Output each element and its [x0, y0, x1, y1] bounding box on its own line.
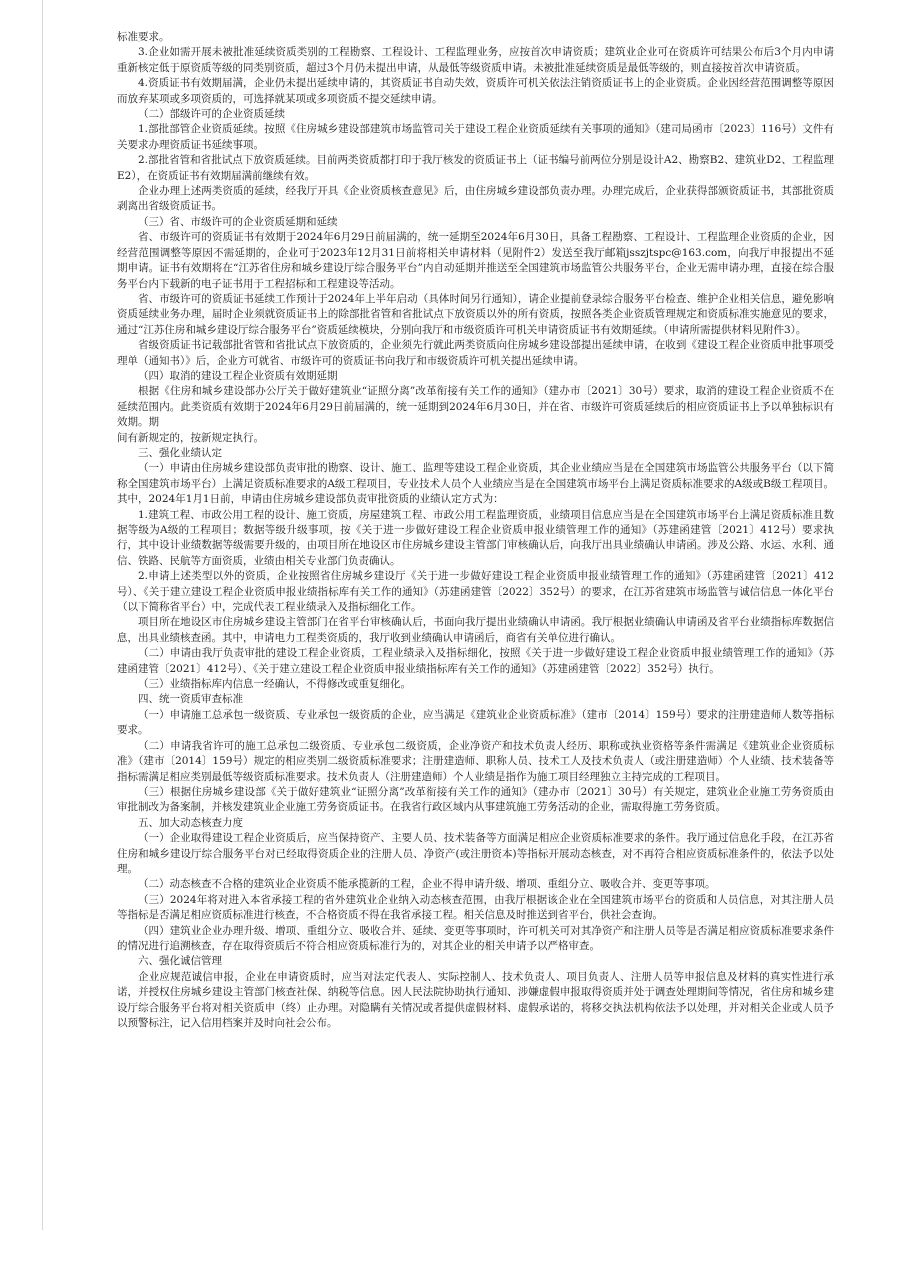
section-heading: 五、加大动态核查力度: [138, 816, 243, 829]
section-heading: 六、强化诚信管理: [138, 955, 222, 968]
body-paragraph: 项目所在地设区市住房城乡建设主管部门在省平台审核确认后，书面向我厅提出业绩确认申请函。我厅根据业绩确认申请函及省平台业绩指标库数据信息，出具业绩核查函。其中，申请电力工程类资质的，我厅收到业绩确认申请函后，商省有关单位进行确认。: [117, 616, 834, 644]
body-paragraph: 企业应规范诚信申报，企业在申请资质时，应当对法定代表人、实际控制人、技术负责人、项目负责人、注册人员等申报信息及材料的真实性进行承诺，并授权住房城乡建设主管部门核查社保、纳税等信息。因人民法院协助执行通知、涉嫌虚假申报取得资质并处于调查处理期间等情况，省住房和城乡建设厅综合服务平台将对相关资质申（终）止办理。对隐瞒有关情况或者提供虚假材料、虚假承诺的，将移交执法机构依法予以处理，并对相关企业或人员予以预警标注，记入信用档案并及时向社会公布。: [117, 970, 834, 1029]
body-paragraph: 1.部批部管企业资质延续。按照《住房城乡建设部建筑市场监管司关于建设工程企业资质延续有关事项的通知》（建司局函市〔2023〕116号）文件有关要求办理资质证书延续事项。: [117, 123, 834, 151]
section-heading: 四、统一资质审查标准: [138, 693, 243, 706]
margin-divider: [42, 0, 43, 1230]
body-paragraph: （一）企业取得建设工程企业资质后，应当保持资产、主要人员、技术装备等方面满足相应企业资质标准要求的条件。我厅通过信息化手段，在江苏省住房和城乡建设厅综合服务平台对已经取得资质企业的注册人员、净资产(或注册资本)等指标开展动态核查，对不再符合相应资质标准条件的，依法予以处理。: [117, 832, 834, 875]
body-paragraph: 企业办理上述两类资质的延续，经我厅开具《企业资质核查意见》后，由住房城乡建设部负责办理。办理完成后，企业获得部颁资质证书，其部批资质剥离出省级资质证书。: [117, 185, 834, 213]
section-heading: （三）省、市级许可的企业资质延期和延续: [138, 215, 338, 228]
body-paragraph: 省级资质证书记载部批省管和省批试点下放资质的，企业须先行就此两类资质向住房城乡建设部提出延续申请，在收到《建设工程企业资质申批事项受理单（通知书）》后，企业方可就省、市级许可的资质证书向我厅和市级资质许可机关提出延续申请。: [117, 339, 834, 367]
body-paragraph: 间有新规定的，按新规定执行。: [117, 431, 264, 444]
body-paragraph: （二）动态核查不合格的建筑业企业资质不能承揽新的工程，企业不得申请升级、增项、重组分立、吸收合并、变更等事项。: [138, 878, 716, 891]
body-paragraph: （二）申请我省许可的施工总承包二级资质、专业承包二级资质，企业净资产和技术负责人经历、职称或执业资格等条件需满足《建筑业企业资质标准》（建市〔2014〕159号）规定的相应类别二级资质标准要求；注册建造师、职称人员、技术工人及技术负责人（或注册建造师）个人业绩、技术装备等指标需满足相应类别最低等级资质标准要求。技术负责人（注册建造师）个人业绩是指作为施工项目经理独立主持完成的工程项目。: [117, 739, 834, 783]
body-paragraph: （二）申请由我厅负责审批的建设工程企业资质，工程业绩录入及指标细化，按照《关于进一步做好建设工程企业资质申报业绩管理工作的通知》（苏建函建管〔2021〕412号）、《关于建立建设工程企业资质申报业绩指标库有关工作的通知》（苏建函建管〔2022〕352号）执行。: [117, 647, 834, 675]
body-paragraph: 4.资质证书有效期届满，企业仍未提出延续申请的，其资质证书自动失效，资质许可机关依法注销资质证书上的企业资质。企业因经营范围调整等原因而放弃某项或多项资质的，可选择就某项或多项资质不提交延续申请。: [117, 77, 834, 105]
body-paragraph: （三）业绩指标库内信息一经确认，不得修改或重复细化。: [138, 678, 411, 691]
body-paragraph: 省、市级许可的资质证书有效期于2024年6月29日前届满的，统一延期至2024年6月30日，具备工程勘察、工程设计、工程监理企业资质的企业，因经营范围调整等原因不需延期的，企业可于2023年12月31日前将相关申请材料（见附件2）发送至我厅邮箱jsszjtspc@163.com，向我厅申报提出不延期申请。证书有效期将在“江苏省住房和城乡建设厅综合服务平台”内自动延期并推送至全国建筑市场监管公共服务平台，企业无需申请办理，直接在综合服务平台内下载新的电子证书用于工程招标和工程建设等活动。: [117, 231, 834, 290]
document-body: [117, 30, 834, 1031]
body-paragraph: （四）建筑业企业办理升级、增项、重组分立、吸收合并、延续、变更等事项时，许可机关可对其净资产和注册人员等是否满足相应资质标准要求条件的情况进行追溯核查，存在取得资质后不符合相应资质标准行为的，对其企业的相关申请予以严格审查。: [117, 924, 834, 952]
body-paragraph: 省、市级许可的资质证书延续工作预计于2024年上半年启动（具体时间另行通知），请企业提前登录综合服务平台检查、维护企业相关信息，避免影响资质延续业务办理，届时企业须就资质证书上的除部批省管和省批试点下放资质以外的所有资质，按照各类企业资质管理规定和资质标准实施意见的要求，通过“江苏住房和城乡建设厅综合服务平台”资质延续模块，分别向我厅和市级资质许可机关申请资质证书有效期延续。（申请所需提供材料见附件3）。: [117, 292, 834, 336]
body-paragraph: 标准要求。: [117, 31, 170, 43]
body-paragraph: （三）根据住房城乡建设部《关于做好建筑业“证照分离”改革衔接有关工作的通知》（建办市〔2021〕30号）有关规定，建筑业企业施工劳务资质由审批制改为备案制，并核发建筑业企业施工劳务资质证书。在我省行政区域内从事建筑施工劳务活动的企业，需取得施工劳务资质。: [117, 785, 834, 814]
body-paragraph: （一）申请由住房城乡建设部负责审批的勘察、设计、施工、监理等建设工程企业资质，其企业业绩应当是在全国建筑市场监管公共服务平台（以下简称全国建筑市场平台）上满足资质标准要求的A级工程项目，专业技术人员个人业绩应当是在全国建筑市场平台上满足资质标准要求的A级或B级工程项目。其中，2024年1月1日前，申请由住房城乡建设部负责审批资质的业绩认定方式为：: [117, 462, 834, 506]
body-paragraph: 2.部批省管和省批试点下放资质延续。目前两类资质都打印于我厅核发的资质证书上（证书编号前两位分别是设计A2、勘察B2、建筑业D2、工程监理E2），在资质证书有效期届满前继续有效。: [117, 154, 834, 182]
body-paragraph: （一）申请施工总承包一级资质、专业承包一级资质的企业，应当满足《建筑业企业资质标准》（建市〔2014〕159号）要求的注册建造师人数等指标要求。: [117, 708, 834, 737]
body-paragraph: 3.企业如需开展未被批准延续资质类别的工程勘察、工程设计、工程监理业务，应按首次申请资质；建筑业企业可在资质许可结果公布后3个月内申请重新核定低于原资质等级的同类别资质，超过3个月仍未提出申请，从最低等级资质申请。未被批准延续资质是最低等级的，则直接按首次申请资质。: [117, 46, 834, 74]
body-paragraph: 2.申请上述类型以外的资质，企业按照省住房城乡建设厅《关于进一步做好建设工程企业资质申报业绩管理工作的通知》（苏建函建管〔2021〕412号）、《关于建立建设工程企业资质申报业绩指标库有关工作的通知》（苏建函建管〔2022〕352号）的要求，在江苏省建筑市场监管与诚信信息一体化平台（以下简称省平台）中，完成代表工程业绩录入及指标细化工作。: [117, 570, 834, 614]
section-heading: （四）取消的建设工程企业资质有效期延期: [138, 369, 338, 382]
body-paragraph: 1.建筑工程、市政公用工程的设计、施工资质，房屋建筑工程、市政公用工程监理资质，业绩项目信息应当是在全国建筑市场平台上满足资质标准且数据等级为A级的工程项目；数据等级升级事项，按《关于进一步做好建设工程企业资质申报业绩管理工作的通知》（苏建函建管〔2021〕412号）要求执行，其中设计业绩数据等级需要升级的，由项目所在地设区市住房城乡建设主管部门审核确认后，向我厅出具业绩确认申请函。涉及公路、水运、水利、通信、铁路、民航等方面资质，业绩由相关专业部门负责确认。: [117, 508, 834, 567]
section-heading: 三、强化业绩认定: [138, 446, 222, 459]
body-paragraph: （三）2024年将对进入本省承接工程的省外建筑业企业纳入动态核查范围，由我厅根据该企业在全国建筑市场平台的资质和人员信息，对其注册人员等指标是否满足相应资质标准进行核查，不合格资质不得在我省承接工程。相关信息及时推送到省平台，供社会查询。: [117, 893, 834, 922]
body-paragraph: 根据《住房和城乡建设部办公厅关于做好建筑业“证照分离”改革衔接有关工作的通知》（建办市〔2021〕30号）要求，取消的建设工程企业资质不在延续范围内。此类资质有效期于2024年6月29日前届满的，统一延期到2024年6月30日，并在省、市级许可资质延续后的相应资质证书上予以单独标识有效期。期: [117, 385, 834, 429]
section-heading: （二）部级许可的企业资质延续: [138, 108, 285, 121]
